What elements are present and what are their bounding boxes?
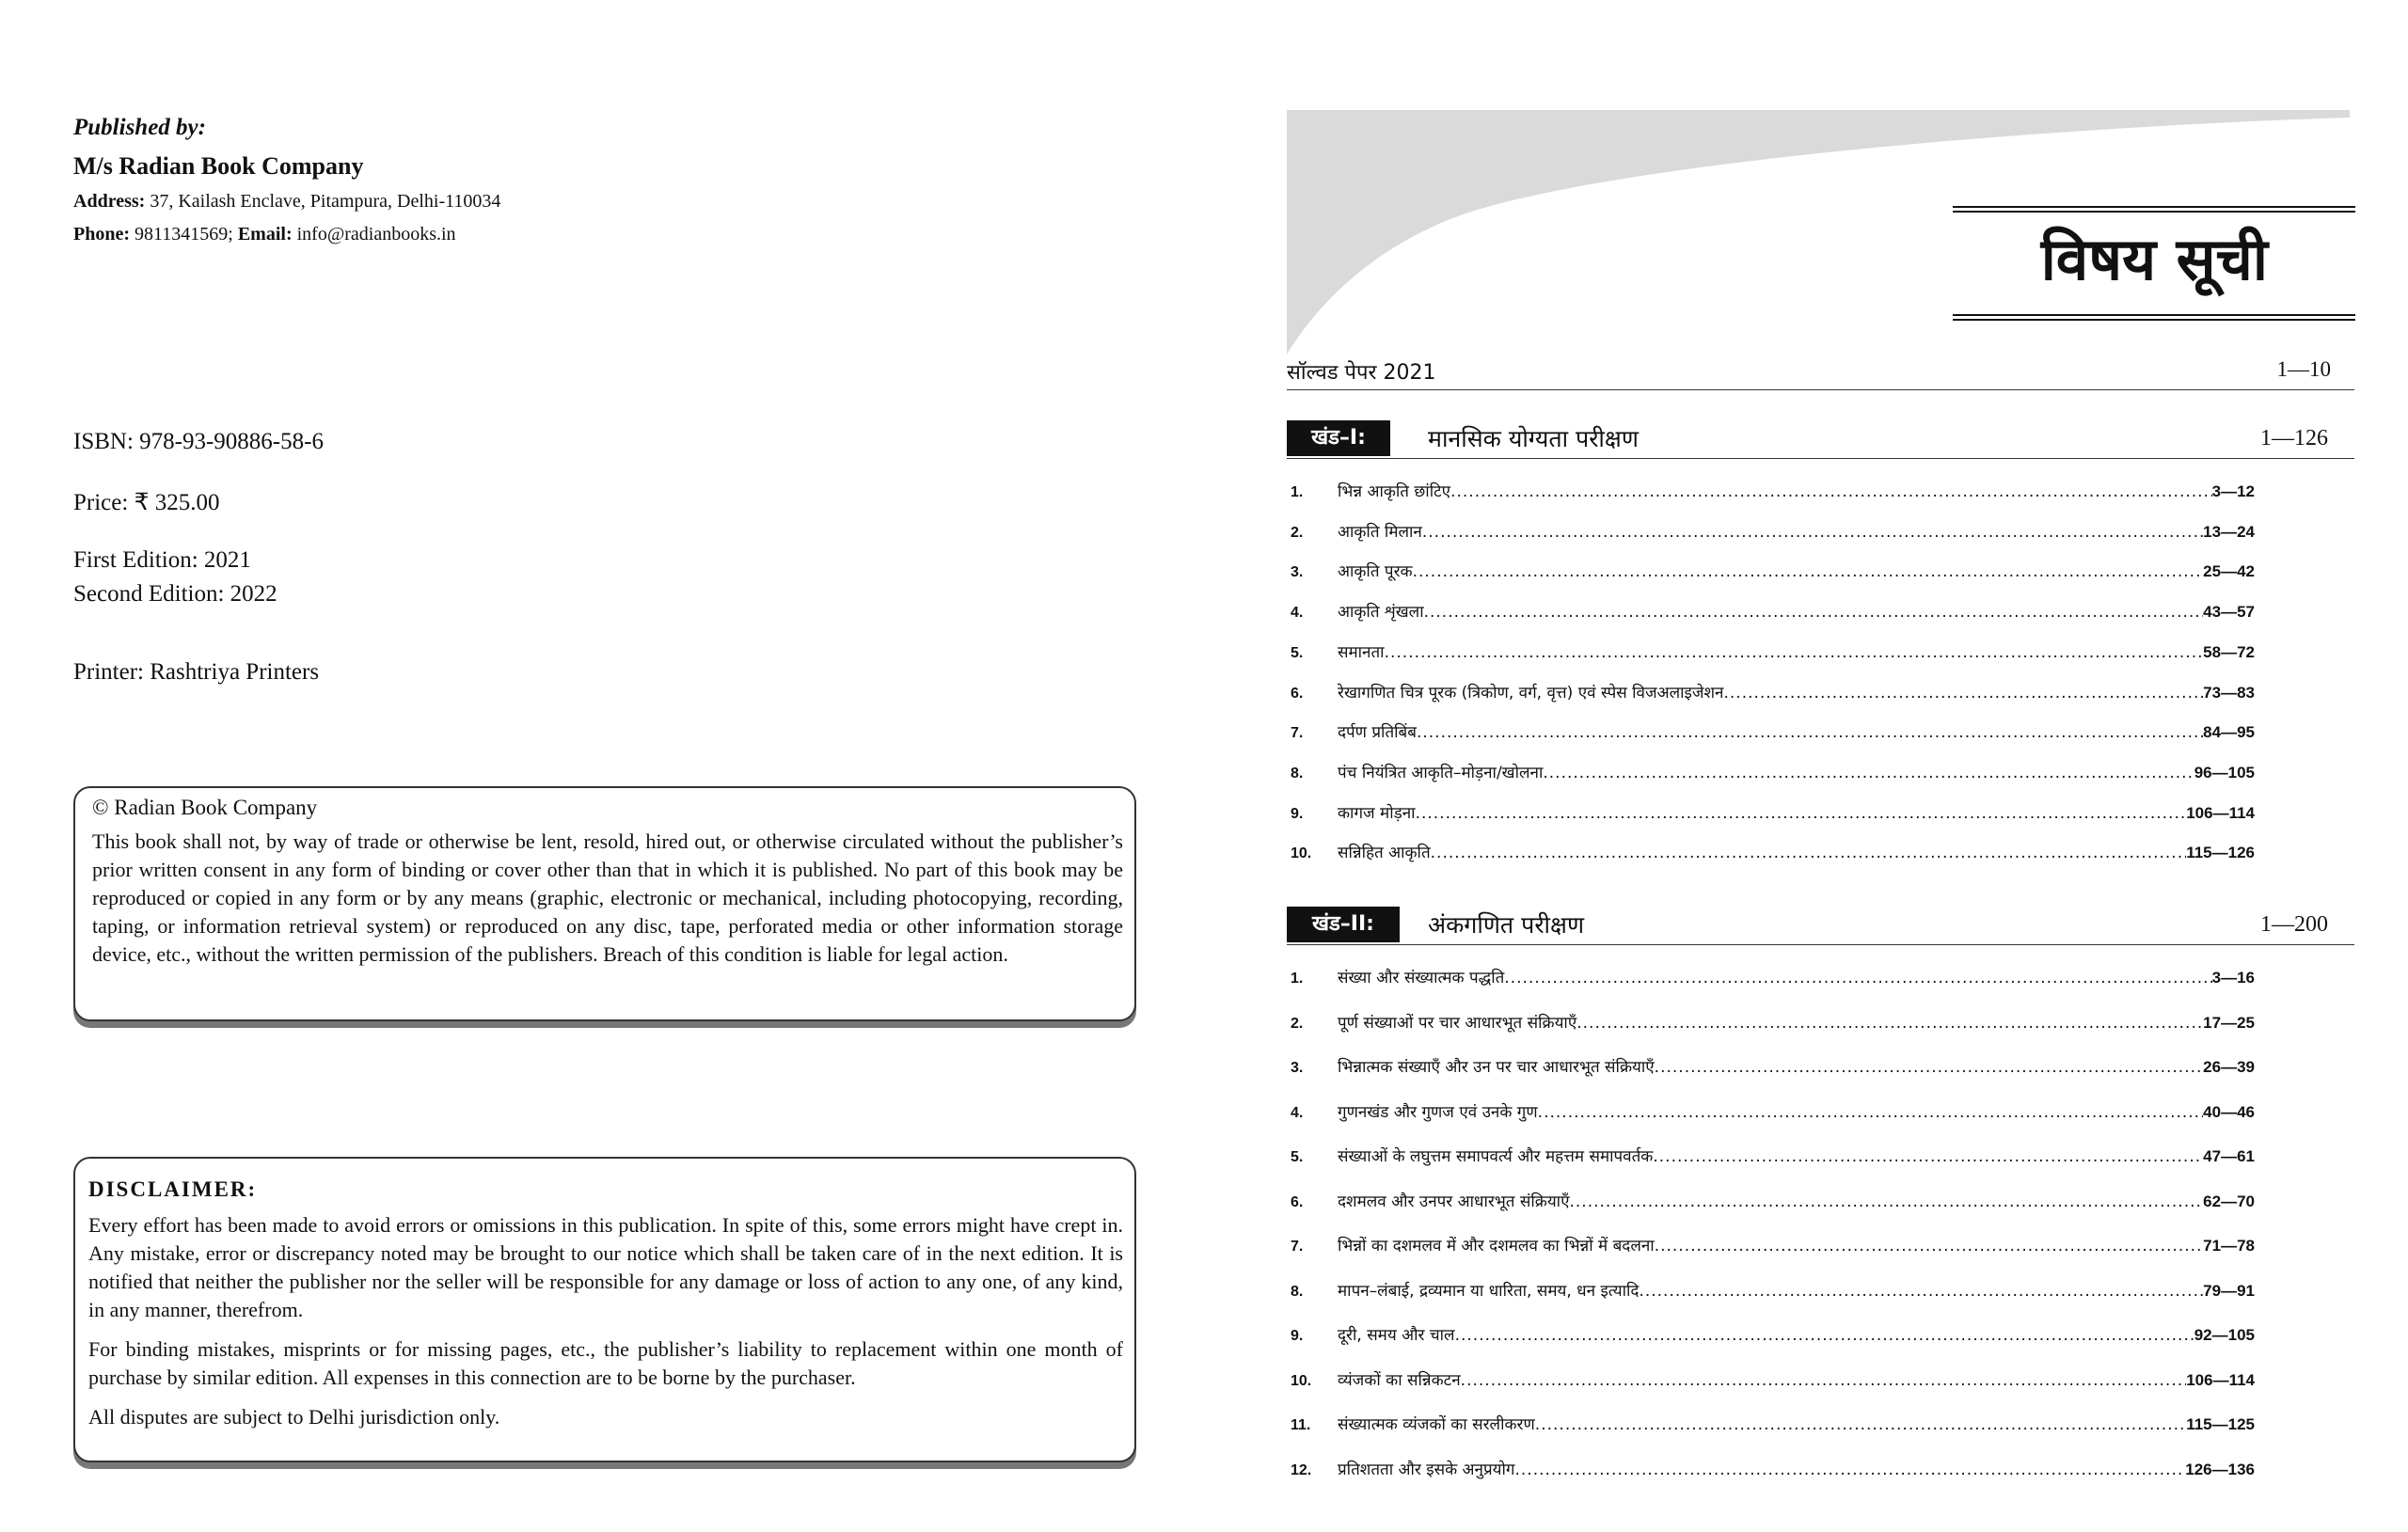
toc-item-pages: 62—70 <box>2203 1192 2255 1210</box>
toc-item-pages: 106—114 <box>2186 1370 2255 1389</box>
price: Price: ₹ 325.00 <box>73 490 220 515</box>
toc-item-pages: 47—61 <box>2203 1147 2255 1165</box>
toc-item <box>1291 1234 2255 1262</box>
toc-leader-dots <box>1653 1147 2203 1166</box>
toc-leader-dots <box>1416 804 2187 823</box>
toc-item-number: 9. <box>1291 805 1304 822</box>
toc-item-number: 9. <box>1291 1328 1304 1344</box>
toc-leader-dots <box>1385 643 2204 662</box>
toc-item <box>1291 1190 2255 1218</box>
toc-item-title: रेखागणित चित्र पूरक (त्रिकोण, वर्ग, वृत्त) एवं स्पेस विजअलाइजेशन <box>1338 683 1724 703</box>
toc-item-title: संख्यात्मक व्यंजकों का सरलीकरण <box>1338 1415 1535 1434</box>
toc-item-title: सन्निहित आकृति <box>1338 844 1431 863</box>
phone-label: Phone: <box>73 224 130 245</box>
toc-item-number: 5. <box>1291 644 1304 661</box>
section-2-badge: खंड–II: <box>1287 907 1400 942</box>
toc-leader-dots <box>1535 1415 2186 1434</box>
phone-value: 9811341569; <box>135 224 233 245</box>
published-by-label: Published by: <box>73 115 206 140</box>
toc-item-title: भिन्न आकृति छांटिए <box>1338 482 1451 501</box>
toc-item-title: दर्पण प्रतिबिंब <box>1338 723 1417 743</box>
toc-leader-dots <box>1455 1326 2194 1345</box>
toc-item-number: 7. <box>1291 725 1304 742</box>
toc-item-number: 12. <box>1291 1461 1312 1478</box>
toc-item-number: 3. <box>1291 1060 1304 1076</box>
publisher-contact <box>73 224 456 245</box>
toc-item-number: 7. <box>1291 1239 1304 1255</box>
address-value: 37, Kailash Enclave, Pitampura, Delhi-110034 <box>150 191 501 212</box>
toc-item <box>1291 1011 2255 1039</box>
section-2-title: अंकगणित परीक्षण <box>1428 911 1585 939</box>
toc-item <box>1291 1323 2255 1351</box>
title-rule-bottom-2 <box>1953 319 2355 321</box>
email-label: Email: <box>237 224 293 245</box>
toc-item-pages: 79—91 <box>2203 1281 2255 1300</box>
toc-leader-dots <box>1538 1103 2204 1122</box>
toc-item-title: भिन्नात्मक संख्याएँ और उन पर चार आधारभूत संक्रियाएँ <box>1338 1058 1655 1077</box>
disclaimer-paragraph-3: All disputes are subject to Delhi jurisdiction only. <box>88 1405 500 1429</box>
toc-item <box>1291 1145 2255 1173</box>
page-title: विषय सूची <box>2040 225 2268 293</box>
title-rule-bottom <box>1953 314 2355 316</box>
toc-leader-dots <box>1417 723 2203 742</box>
toc-item-pages: 96—105 <box>2194 763 2255 782</box>
toc-leader-dots <box>1723 684 2203 703</box>
toc-item-pages: 71—78 <box>2203 1237 2255 1255</box>
copyright-box <box>73 786 1136 1021</box>
publisher-name: M/s Radian Book Company <box>73 152 364 180</box>
toc-item-title: प्रतिशतता और इसके अनुप्रयोग <box>1338 1460 1515 1479</box>
toc-item <box>1291 1279 2255 1307</box>
toc-item-pages: 73—83 <box>2203 683 2255 702</box>
toc-item <box>1291 1100 2255 1129</box>
toc-item-number: 5. <box>1291 1149 1304 1165</box>
email-value: info@radianbooks.in <box>296 224 456 245</box>
section-1-title: मानसिक योग्यता परीक्षण <box>1428 425 1639 452</box>
toc-item-pages: 126—136 <box>2185 1460 2255 1478</box>
toc-item-title: समानता <box>1338 642 1385 662</box>
toc-item <box>1291 761 2255 789</box>
publisher-address <box>73 191 500 213</box>
section-2-header <box>1287 907 2354 945</box>
solved-paper-pages: 1—10 <box>2276 357 2331 381</box>
toc-item-number: 11. <box>1291 1417 1311 1433</box>
copyright-heading: © Radian Book Company <box>92 796 318 819</box>
toc-leader-dots <box>1655 1237 2203 1256</box>
toc-leader-dots <box>1431 844 2187 862</box>
printer: Printer: Rashtriya Printers <box>73 659 320 685</box>
toc-leader-dots <box>1422 523 2203 542</box>
toc-item-pages: 84—95 <box>2203 723 2255 742</box>
solved-paper-rule <box>1287 389 2354 390</box>
toc-item-number: 10. <box>1291 1372 1312 1389</box>
section-2-pages: 1—200 <box>2260 912 2328 937</box>
first-edition: First Edition: 2021 <box>73 547 251 573</box>
disclaimer-paragraph-2: For binding mistakes, misprints or for missing pages, etc., the publisher’s liability to replacement within one month of purchase by similar edition. All expenses in this connection are to be borne by the purchaser. <box>88 1337 1123 1389</box>
toc-item-pages: 25—42 <box>2203 562 2255 581</box>
toc-item <box>1291 480 2255 508</box>
toc-item-title: गुणनखंड और गुणज एवं उनके गुण <box>1338 1102 1538 1122</box>
toc-leader-dots <box>1576 1014 2203 1033</box>
toc-item-number: 8. <box>1291 1283 1304 1300</box>
toc-item <box>1291 1055 2255 1083</box>
toc-item-number: 6. <box>1291 685 1304 702</box>
toc-item <box>1291 1458 2255 1486</box>
toc-item-pages: 13—24 <box>2203 522 2255 541</box>
toc-item-title: भिन्नों का दशमलव में और दशमलव का भिन्नों में बदलना <box>1338 1237 1655 1256</box>
toc-item-number: 8. <box>1291 765 1304 782</box>
toc-item-title: आकृति मिलान <box>1338 522 1422 542</box>
address-label: Address: <box>73 191 146 212</box>
toc-item-title: आकृति पूरक <box>1338 562 1413 582</box>
title-rule-top-2 <box>1953 211 2355 213</box>
toc-leader-dots <box>1639 1282 2203 1301</box>
isbn: ISBN: 978-93-90886-58-6 <box>73 429 324 454</box>
toc-item-title: संख्याओं के लघुत्तम समापवर्त्य और महत्तम समापवर्तक <box>1338 1147 1654 1166</box>
toc-item <box>1291 1413 2255 1441</box>
toc-item-pages: 17—25 <box>2203 1013 2255 1032</box>
toc-leader-dots <box>1543 764 2194 782</box>
toc-leader-dots <box>1413 562 2204 581</box>
toc-item-title: संख्या और संख्यात्मक पद्धति <box>1338 969 1505 987</box>
toc-item-number: 1. <box>1291 971 1304 987</box>
toc-item <box>1291 560 2255 588</box>
toc-item-pages: 3—16 <box>2211 969 2255 987</box>
toc-leader-dots <box>1515 1461 2186 1479</box>
toc-item-pages: 92—105 <box>2194 1326 2255 1344</box>
toc-item-pages: 40—46 <box>2203 1102 2255 1121</box>
toc-item <box>1291 801 2255 829</box>
toc-item <box>1291 966 2255 994</box>
toc-item-number: 1. <box>1291 484 1304 500</box>
toc-leader-dots <box>1570 1192 2204 1211</box>
second-edition: Second Edition: 2022 <box>73 581 277 607</box>
toc-item-pages: 43—57 <box>2203 603 2255 622</box>
toc-item <box>1291 520 2255 548</box>
toc-leader-dots <box>1450 482 2212 501</box>
toc-item-number: 4. <box>1291 605 1304 622</box>
toc-item-number: 3. <box>1291 564 1304 581</box>
section-1-header <box>1287 420 2354 459</box>
toc-item-title: कागज मोड़ना <box>1338 803 1416 823</box>
toc-item-pages: 115—125 <box>2186 1415 2255 1433</box>
disclaimer-title: DISCLAIMER: <box>88 1177 258 1201</box>
solved-paper-label: सॉल्वड पेपर 2021 <box>1287 361 1436 385</box>
toc-item-pages: 115—126 <box>2186 844 2255 862</box>
toc-leader-dots <box>1424 603 2204 622</box>
toc-item <box>1291 720 2255 749</box>
section-1-badge: खंड–I: <box>1287 420 1390 456</box>
toc-item-number: 2. <box>1291 1015 1304 1032</box>
toc-item-title: मापन–लंबाई, द्रव्यमान या धारिता, समय, धन इत्यादि <box>1338 1281 1640 1301</box>
toc-item-title: पूर्ण संख्याओं पर चार आधारभूत संक्रियाएँ <box>1338 1013 1577 1033</box>
toc-item-number: 4. <box>1291 1104 1304 1121</box>
toc-item-number: 6. <box>1291 1193 1304 1210</box>
toc-item-title: दूरी, समय और चाल <box>1338 1326 1455 1345</box>
toc-item <box>1291 681 2255 709</box>
toc-item-title: दशमलव और उनपर आधारभूत संक्रियाएँ <box>1338 1192 1570 1211</box>
solved-paper-row <box>1287 357 2331 386</box>
toc-leader-dots <box>1655 1058 2204 1077</box>
toc-item <box>1291 640 2255 669</box>
toc-item-number: 10. <box>1291 845 1312 862</box>
section-1-pages: 1—126 <box>2260 426 2328 450</box>
toc-item-pages: 3—12 <box>2211 482 2255 500</box>
toc-item <box>1291 841 2255 869</box>
toc-item-title: पंच नियंत्रित आकृति–मोड़ना/खोलना <box>1338 763 1544 782</box>
toc-leader-dots <box>1504 969 2211 987</box>
toc-item <box>1291 1368 2255 1397</box>
toc-item-pages: 58—72 <box>2203 642 2255 661</box>
toc-item-number: 2. <box>1291 524 1304 541</box>
toc-leader-dots <box>1461 1371 2187 1390</box>
toc-item-pages: 26—39 <box>2203 1058 2255 1076</box>
toc-item-title: व्यंजकों का सन्निकटन <box>1338 1370 1461 1390</box>
disclaimer-box <box>73 1157 1136 1462</box>
toc-item-pages: 106—114 <box>2186 803 2255 822</box>
disclaimer-paragraph-1: Every effort has been made to avoid errors or omissions in this publication. In spite of this, some errors might have crept in. Any mistake, error or discrepancy noted may be brought to our notice which shall be taken care of in the next edition. It is notified that neither the publisher nor the seller will be responsible for any damage or loss of action to any one, of any kind, in any manner, therefrom. <box>88 1213 1123 1321</box>
toc-item-title: आकृति शृंखला <box>1338 603 1424 623</box>
toc-item <box>1291 600 2255 628</box>
title-rule-top <box>1953 206 2355 208</box>
copyright-text: This book shall not, by way of trade or otherwise be lent, resold, hired out, or otherwise circulated without the publisher’s prior written consent in any form of binding or cover other than that in which it is published. No part of this book may be reproduced or copied in any form or by any means (graphic, electronic or mechanical, including photocopying, recording, taping, or information retrieval system) or reproduced on any disc, tape, perforated media or other information storage device, etc., without the written permission of the publishers. Breach of this condition is liable for legal action. <box>92 829 1123 966</box>
